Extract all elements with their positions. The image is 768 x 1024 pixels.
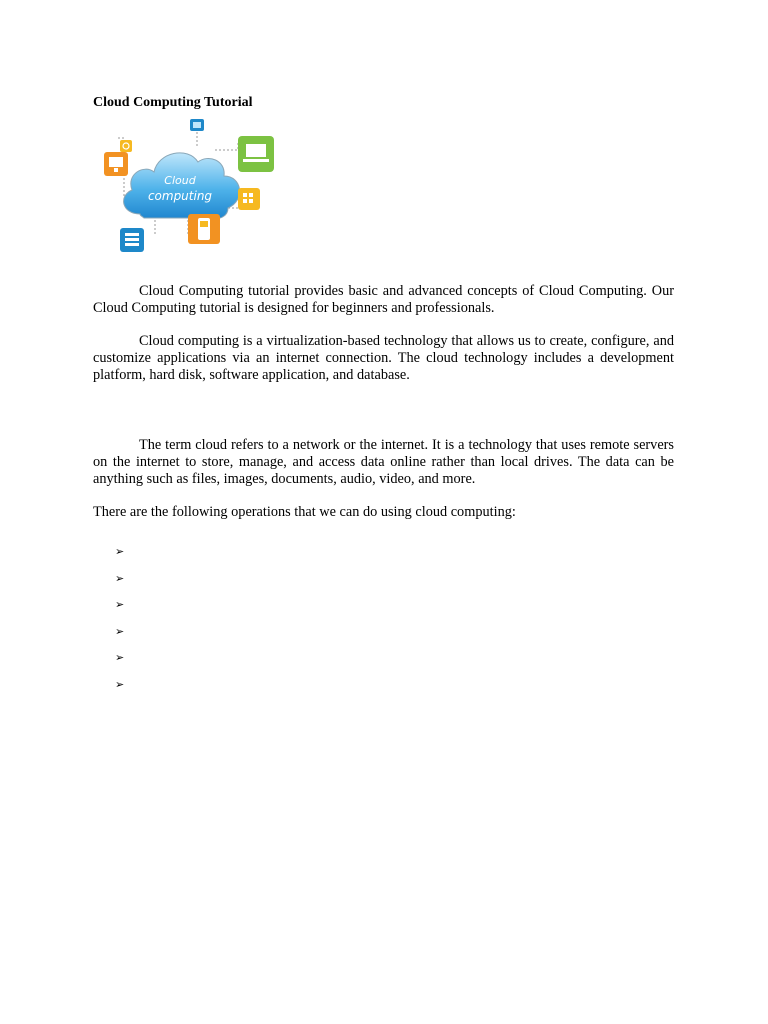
paragraph-definition: Cloud computing is a virtualization-based technology that allows us to create, configure, and customize applications via an internet connection. The cloud technology includes a development platform, hard disk, software application, and database. xyxy=(93,333,674,383)
bullet-item xyxy=(115,571,129,598)
paragraph-term-cloud: The term cloud refers to a network or the internet. It is a technology that uses remote servers on the internet to store, manage, and access data online rather than local drives. The data can be anything such as files, images, documents, audio, video, and more. xyxy=(93,437,674,487)
operations-bullet-list xyxy=(115,544,129,704)
monitor-icon xyxy=(104,152,128,176)
phone-icon xyxy=(188,214,220,244)
bullet-item xyxy=(115,677,129,704)
document-title: Cloud Computing Tutorial xyxy=(93,95,253,110)
top-device-icon xyxy=(190,119,204,131)
arrow-bullet-icon: ➢ xyxy=(115,598,125,612)
bullet-item xyxy=(115,650,129,677)
cloud-computing-diagram xyxy=(100,116,280,256)
bullet-item xyxy=(115,597,129,624)
laptop-icon xyxy=(238,136,274,172)
arrow-bullet-icon: ➢ xyxy=(115,571,125,585)
paragraph-intro: Cloud Computing tutorial provides basic and advanced concepts of Cloud Computing. Our Cloud Computing tutorial is designed for beginners and professionals. xyxy=(93,283,674,316)
bullet-item xyxy=(115,544,129,571)
cloud-icon xyxy=(124,153,240,219)
arrow-bullet-icon: ➢ xyxy=(115,624,125,638)
arrow-bullet-icon: ➢ xyxy=(115,545,125,558)
paragraph-operations-lead: There are the following operations that we can do using cloud computing: xyxy=(93,504,516,520)
cloud-label-line1: Cloud xyxy=(164,174,196,187)
arrow-bullet-icon: ➢ xyxy=(115,677,125,691)
grid-icon xyxy=(238,188,260,210)
sync-icon xyxy=(120,140,132,152)
server-icon xyxy=(120,228,144,252)
cloud-computing-illustration xyxy=(100,116,280,256)
cloud-label-line2: computing xyxy=(147,189,213,203)
arrow-bullet-icon: ➢ xyxy=(115,651,125,665)
bullet-item xyxy=(115,624,129,651)
